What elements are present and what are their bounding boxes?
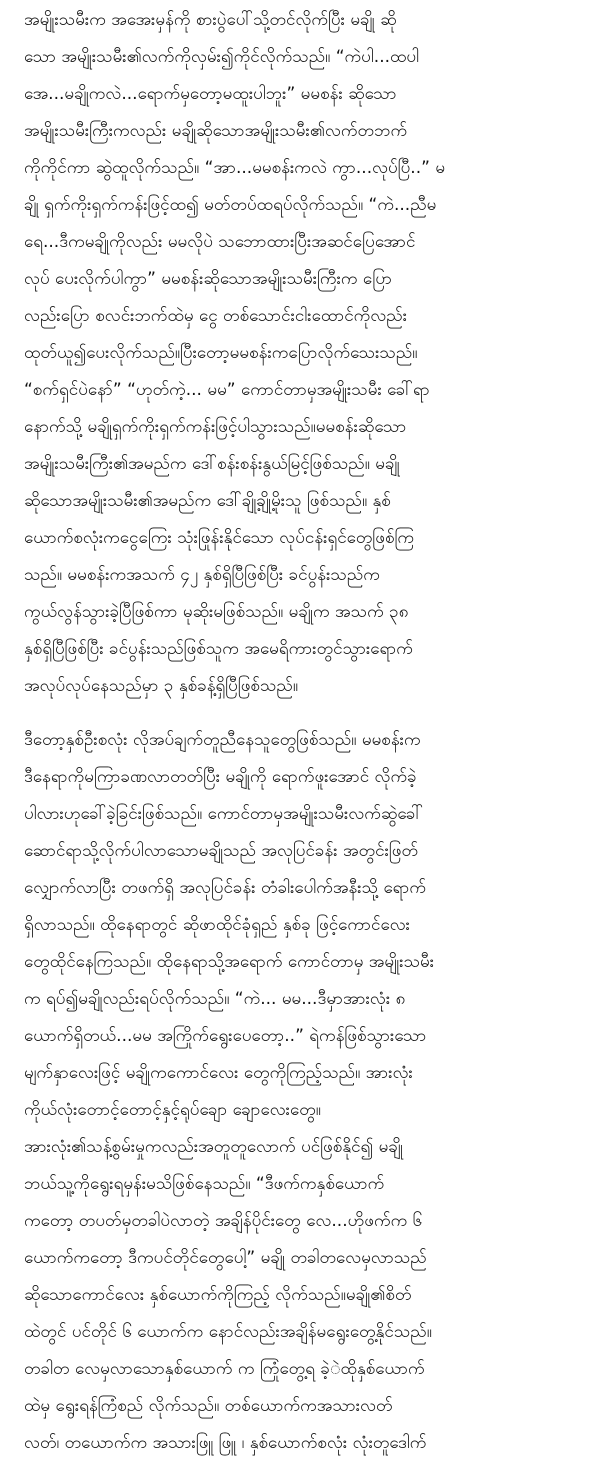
text-line: တွေထိုင်နေကြသည်။ ထိုနေရာသို့အရောက် ကောင်တာမှ အမျိုးသမီး <box>24 952 435 972</box>
text-line: အမျိုးသမီးကြီး၏အမည်က ဒေါ်စန်းစန်းနွယ်မြင့်ဖြစ်သည်။ မချို <box>24 454 400 474</box>
text-line: ဆိုသောကောင်လေး နှစ်ယောက်ကိုကြည့် လိုက်သည်။မချို၏စိတ် <box>24 1285 412 1305</box>
text-line: သည်။ မမစန်းကအသက် ၄၂ နှစ်ရှိပြီဖြစ်ပြီး ခင်ပွန်းသည်က <box>24 565 380 585</box>
text-line: ရှိလာသည်။ ထိုနေရာတွင် ဆိုဖာထိုင်ခုံရှည် နှစ်ခု ဖြင့်ကောင်လေး <box>24 915 410 935</box>
text-line: ကွယ်လွန်သွားခဲ့ပြီဖြစ်ကာ မုဆိုးမဖြစ်သည်။ မချိုက အသက် ၃၈ <box>24 602 409 622</box>
text-line: မျက်နှာလေးဖြင့် မချိုကကောင်လေး တွေကိုကြည့်သည်။ အားလုံး <box>24 1063 413 1083</box>
text-line: အားလုံး၏သန့်စွမ်းမှုကလည်းအတူတူလောက် ပင်ဖြစ်နိုင်၍ မချို <box>24 1137 404 1157</box>
article-paragraphs <box>24 2 584 1462</box>
text-line: လည်းပြော စလင်းဘက်ထဲမှ ငွေ တစ်သောင်းငါးထောင်ကိုလည်း <box>24 306 408 326</box>
text-line: ဆောင်ရာသို့လိုက်ပါလာသောမချိုသည် အလုပြင်ခန်း အတွင်းဖြတ် <box>24 841 419 861</box>
text-line: ပါလားဟုခေါ်ခဲ့ခြင်းဖြစ်သည်။ ကောင်တာမှအမျိုးသမီးလက်ဆွဲခေါ် <box>24 804 424 824</box>
text-line: အေ...မချိုကလဲ...ရောက်မှတော့မထူးပါဘူး” မမစန်း ဆိုသော <box>24 84 397 104</box>
text-line: အလုပ်လုပ်နေသည်မှာ ၃ နှစ်ခန့်ရှိပြီဖြစ်သည်။ <box>24 676 299 696</box>
text-line: ယောက်ကတော့ ဒီကပင်တိုင်တွေပေါ့” မချို တခါတလေမှလာသည် <box>24 1248 427 1268</box>
text-line: လျှောက်လာပြီး တဖက်ရှိ အလုပြင်ခန်း တံခါးပေါက်အနီးသို့ ရောက် <box>24 878 427 898</box>
text-line: ယောက်စလုံးကငွေကြေး သုံးဖြုန်းနိုင်သော လုပ်ငန်းရှင်တွေဖြစ်ကြ <box>24 528 415 548</box>
text-line: အမျိုးသမီးက အအေးမှန်ကို စားပွဲပေါ်သို့တင်လိုက်ပြီး မချို ဆို <box>24 10 397 30</box>
text-line: ယောက်ရှိတယ်...မမ အကြိုက်ရွေးပေတော့..” ရဲကန်ဖြစ်သွားသော <box>24 1026 427 1046</box>
text-line: လုပ် ပေးလိုက်ပါကွာ” မမစန်းဆိုသောအမျိုးသမီးကြီးက ပြော <box>24 269 393 289</box>
text-line: ဘယ်သူ့ကိုရွေးရမှန်းမသိဖြစ်နေသည်။ “ဒီဖက်ကနှစ်ယောက် <box>24 1174 385 1194</box>
paragraph <box>24 722 584 1462</box>
text-line: က ရပ်၍မချိုလည်းရပ်လိုက်သည်။ “ကဲ... မမ...ဒီမှာအားလုံး ၈ <box>24 989 406 1009</box>
text-line: နှစ်ရှိပြီဖြစ်ပြီး ခင်ပွန်းသည်ဖြစ်သူက အမေရိကားတွင်သွားရောက် <box>24 639 413 659</box>
text-line: နောက်သို့ မချိုရှက်ကိုးရှက်ကန်းဖြင့်ပါသွားသည်။မမစန်းဆိုသော <box>24 417 407 437</box>
text-line: ထုတ်ယူ၍ပေးလိုက်သည်။ပြီးတော့မမစန်းကပြောလိုက်သေးသည်။ <box>24 343 418 363</box>
text-line: အမျိုးသမီးကြီးကလည်း မချိုဆိုသောအမျိုးသမီး၏လက်တဘက် <box>24 121 408 141</box>
text-line: သော အမျိုးသမီး၏လက်ကိုလှမ်း၍ကိုင်လိုက်သည်။ “ကဲပါ...ထပါ <box>24 47 420 67</box>
text-line: လတ်၊ တယောက်က အသားဖြူ ဖြူ ၊ နှစ်ယောက်စလုံး လုံးတူဒေါက် <box>24 1433 427 1453</box>
text-line: ကတော့ တပတ်မှတခါပဲလာတဲ့ အချိန်ပိုင်းတွေ လေ...ဟိုဖက်က ၆ <box>24 1211 423 1231</box>
text-line: ဒီတော့နှစ်ဦးစလုံး လိုအပ်ချက်တူညီနေသူတွေဖြစ်သည်။ မမစန်းက <box>24 730 421 750</box>
text-line: ဆိုသောအမျိုးသမီး၏အမည်က ဒေါ်ချို့ချို့မိုးသူ ဖြစ်သည်။ နှစ် <box>24 491 391 511</box>
text-line: ရေ...ဒီကမချိုကိုလည်း မမလိုပဲ သဘောထားပြီးအဆင်ပြေအောင် <box>24 232 416 252</box>
text-line: “စက်ရှင်ပဲနော်” “ဟုတ်ကဲ့... မမ” ကောင်တာမှအမျိုးသမီး ခေါ်ရာ <box>24 380 430 400</box>
text-line: ချို ရှက်ကိုးရှက်ကန်းဖြင့်ထ၍ မတ်တပ်ထရပ်လိုက်သည်။ “ကဲ...ညီမ <box>24 195 437 215</box>
text-line: ဒီနေရာကိုမကြာခဏလာတတ်ပြီး မချိုကို ရောက်ဖူးအောင် လိုက်ခဲ့ <box>24 767 417 787</box>
paragraph <box>24 2 584 705</box>
text-line: ထဲတွင် ပင်တိုင် ၆ ယောက်က နောင်လည်းအချိန်မရွေးတွေ့နိုင်သည်။ <box>24 1322 432 1342</box>
text-line: တခါတ လေမှလာသောနှစ်ယောက် က ကြုံတွေ့ရ ခဲ့ဲထိုနှစ်ယောက် <box>24 1359 425 1379</box>
text-line: ထဲမှ ရွေးရန်ကြံစည် လိုက်သည်။ တစ်ယောက်ကအသားလတ် <box>24 1396 393 1416</box>
text-line: ကိုယ်လုံးတောင့်တောင့်နှင့်ရုပ်ချော ချောလေးတွေ။ <box>24 1100 321 1120</box>
text-line: ကိုကိုင်ကာ ဆွဲထူလိုက်သည်။ “အာ...မမစန်းကလဲ ကွာ...လုပ်ပြီ..” မ <box>24 158 446 178</box>
